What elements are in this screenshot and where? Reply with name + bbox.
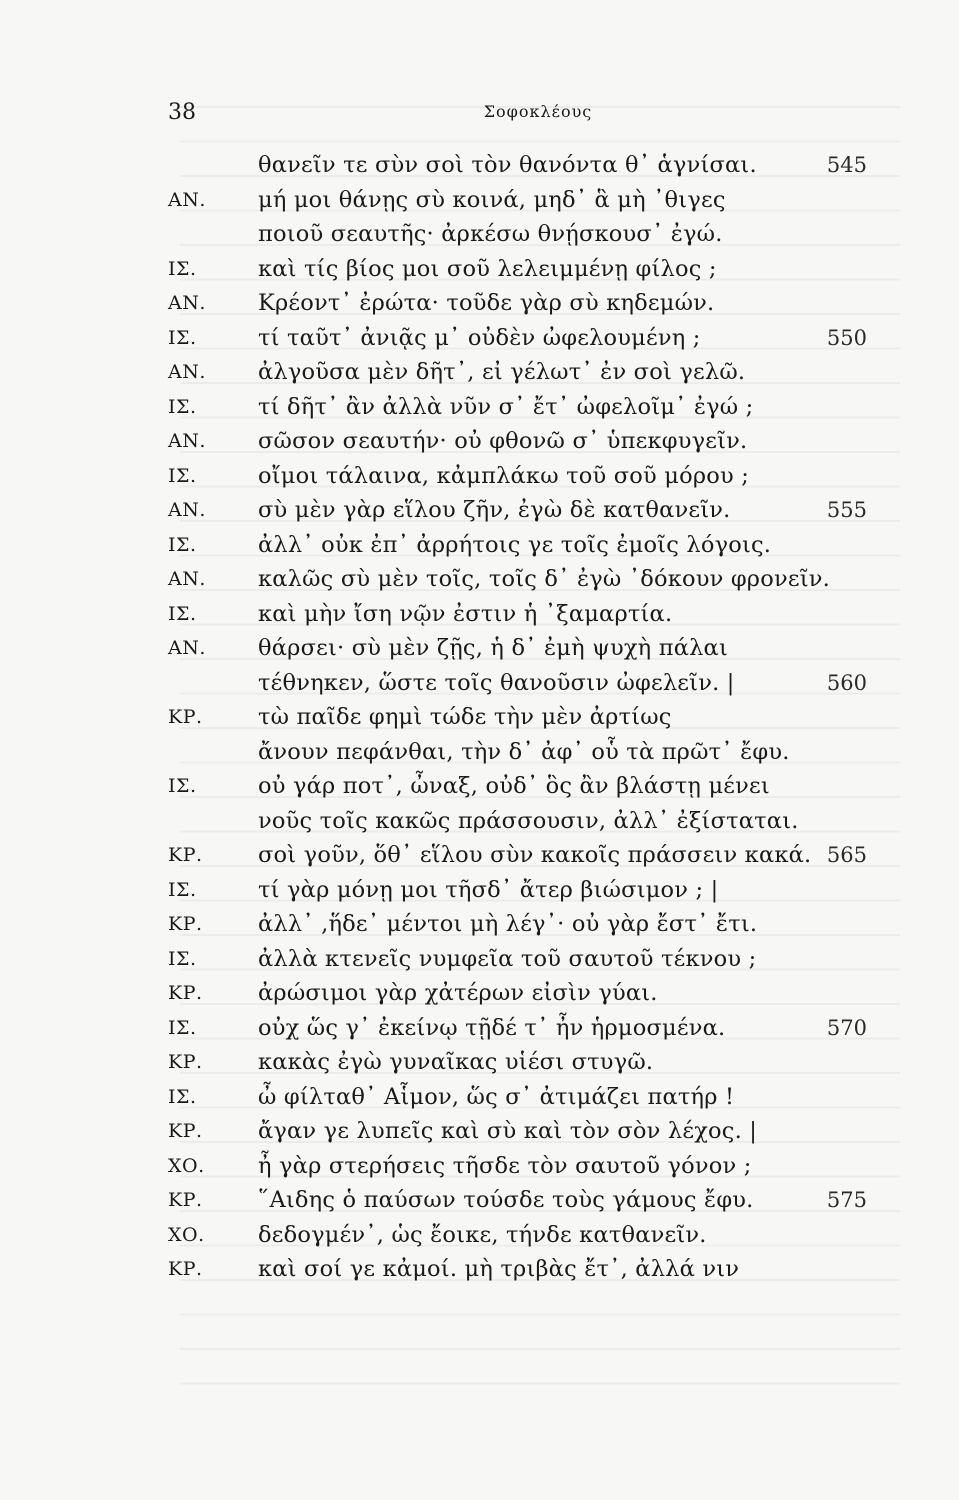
speaker-label: ΚΡ. [168, 982, 203, 1004]
verse-line [0, 424, 959, 459]
verse-line [0, 804, 959, 839]
verse-line [0, 700, 959, 735]
verse-line [0, 390, 959, 425]
verse-text: ἦ γὰρ στερήσεις τῆσδε τὸν σαυτοῦ γόνον ; [258, 1152, 752, 1179]
verse-line [0, 321, 959, 356]
speaker-label: ΑΝ. [168, 430, 206, 452]
speaker-label: ΚΡ. [168, 1120, 203, 1142]
verse-line [0, 976, 959, 1011]
verse-text: ἀλλ᾽ ,ἥδε᾽ μέντοι μὴ λέγ᾽· οὐ γὰρ ἔστ᾽ ἔτι. [258, 911, 758, 937]
verse-line [0, 631, 959, 666]
verse-text: καὶ τίς βίος μοι σοῦ λελειμμένῃ φίλος ; [258, 255, 717, 282]
verse-text: οἴμοι τάλαινα, κἀμπλάκω τοῦ σοῦ μόρου ; [258, 462, 750, 489]
verse-line [0, 1080, 959, 1115]
line-number: 545 [826, 153, 867, 177]
verse-line [0, 252, 959, 287]
verse-text: ῞Αιδης ὁ παύσων τούσδε τοὺς γάμους ἔφυ. [258, 1187, 754, 1213]
speaker-label: ΙΣ. [168, 464, 197, 487]
verse-line [0, 183, 959, 218]
speaker-label: ΙΣ. [168, 257, 197, 280]
speaker-label: ΑΝ. [168, 292, 206, 314]
speaker-label: ΙΣ. [168, 395, 197, 418]
verse-text: ὦ φίλταθ᾽ Αἷμον, ὥς σ᾽ ἀτιμάζει πατήρ ! [258, 1083, 735, 1110]
verse-text: δεδογμέν᾽, ὡς ἔοικε, τήνδε κατθανεῖν. [258, 1221, 707, 1248]
verse-text: ἀλγοῦσα μὲν δῆτ᾽, εἰ γέλωτ᾽ ἐν σοὶ γελῶ. [258, 359, 746, 385]
speaker-label: ΙΣ. [168, 878, 197, 901]
verse-text: ποιοῦ σεαυτῆς· ἀρκέσω θνῄσκουσ᾽ ἐγώ. [258, 221, 723, 247]
verse-line [0, 217, 959, 252]
running-title: Σοφοκλέους [483, 102, 593, 121]
line-number: 555 [826, 498, 867, 522]
verse-line [0, 562, 959, 597]
verse-text: ἄγαν γε λυπεῖς καὶ σὺ καὶ τὸν σὸν λέχος. | [258, 1118, 758, 1144]
speaker-label: ΙΣ. [168, 1085, 197, 1108]
verse-text: θανεῖν τε σὺν σοὶ τὸν θανόντα θ᾽ ἁγνίσαι. [258, 152, 757, 178]
verse-line [0, 1045, 959, 1080]
speaker-label: ΚΡ. [168, 1051, 203, 1073]
speaker-label: ΙΣ. [168, 602, 197, 625]
verse-line [0, 735, 959, 770]
verse-text: θάρσει· σὺ μὲν ζῇς, ἡ δ᾽ ἐμὴ ψυχὴ πάλαι [258, 635, 728, 661]
verse-text: τὼ παῖδε φημὶ τώδε τὴν μὲν ἀρτίως [258, 704, 672, 730]
verse-text: τί δῆτ᾽ ἂν ἀλλὰ νῦν σ᾽ ἔτ᾽ ὠφελοῖμ᾽ ἐγώ ; [258, 393, 754, 420]
verse-text: καὶ σοί γε κἀμοί. μὴ τριβὰς ἔτ᾽, ἀλλά νιν [258, 1256, 740, 1282]
verse-text: οὐ γάρ ποτ᾽, ὦναξ, οὐδ᾽ ὃς ἂν βλάστῃ μένει [258, 773, 770, 799]
page-number: 38 [168, 100, 196, 125]
line-number: 560 [826, 670, 867, 695]
verse-line [0, 873, 959, 908]
verse-line [0, 528, 959, 563]
verse-text: σὺ μὲν γὰρ εἵλου ζῆν, ἐγὼ δὲ κατθανεῖν. [258, 497, 731, 523]
speaker-label: ΑΝ. [168, 361, 206, 383]
speaker-label: ΙΣ. [168, 326, 197, 349]
speaker-label: ΙΣ. [168, 1016, 197, 1039]
verse-text: σῶσον σεαυτήν· οὐ φθονῶ σ᾽ ὑπεκφυγεῖν. [258, 428, 748, 454]
verse-line [0, 942, 959, 977]
verse-text: ἀρώσιμοι γὰρ χἀτέρων εἰσὶν γύαι. [258, 980, 658, 1006]
verse-text: Κρέοντ᾽ ἐρώτα· τοῦδε γὰρ σὺ κηδεμών. [258, 290, 715, 316]
verse-text: καὶ μὴν ἴση νῷν ἐστιν ἡ ᾽ξαμαρτία. [258, 600, 673, 627]
speaker-label: ΧΟ. [168, 1154, 205, 1177]
verse-line [0, 459, 959, 494]
verse-text: τί ταῦτ᾽ ἀνιᾷς μ᾽ οὐδὲν ὠφελουμένη ; [258, 324, 701, 351]
verse-line [0, 1183, 959, 1218]
verse-line [0, 1149, 959, 1184]
speaker-label: ΚΡ. [168, 913, 203, 935]
verse-text: ἀλλ᾽ οὐκ ἐπ᾽ ἀρρήτοις γε τοῖς ἐμοῖς λόγοις. [258, 531, 772, 558]
speaker-label: ΑΝ. [168, 637, 206, 659]
verse-text: νοῦς τοῖς κακῶς πράσσουσιν, ἀλλ᾽ ἐξίσταται. [258, 807, 799, 834]
speaker-label: ΧΟ. [168, 1223, 205, 1246]
verse-text: καλῶς σὺ μὲν τοῖς, τοῖς δ᾽ ἐγὼ ᾽δόκουν φρονεῖν. [258, 566, 830, 592]
speaker-label: ΚΡ. [168, 706, 203, 728]
verse-line [0, 493, 959, 528]
verse-text: τέθνηκεν, ὥστε τοῖς θανοῦσιν ὠφελεῖν. | [258, 669, 735, 696]
verse-text: οὐχ ὥς γ᾽ ἐκείνῳ τῇδέ τ᾽ ἦν ἡρμοσμένα. [258, 1014, 726, 1041]
page-header [168, 100, 868, 140]
verse-line [0, 666, 959, 701]
speaker-label: ΙΣ. [168, 947, 197, 970]
verse-line [0, 907, 959, 942]
verse-line [0, 286, 959, 321]
verse-line [0, 148, 959, 183]
speaker-label: ΚΡ. [168, 1189, 203, 1211]
speaker-label: ΑΝ. [168, 188, 206, 211]
verse-text: ἀλλὰ κτενεῖς νυμφεῖα τοῦ σαυτοῦ τέκνου ; [258, 945, 757, 972]
speaker-label: ΑΝ. [168, 568, 206, 590]
verse-text: σοὶ γοῦν, ὅθ᾽ εἵλου σὺν κακοῖς πράσσειν κακά. [258, 842, 812, 868]
verse-line [0, 1011, 959, 1046]
speaker-label: ΙΣ. [168, 533, 197, 556]
verse-line [0, 355, 959, 390]
verse-text: κακὰς ἐγὼ γυναῖκας υἱέσι στυγῶ. [258, 1049, 654, 1075]
line-number: 565 [826, 843, 867, 867]
verse-lines [0, 148, 959, 1287]
verse-line [0, 838, 959, 873]
verse-line [0, 1218, 959, 1253]
line-number: 550 [826, 325, 867, 350]
speaker-label: ΑΝ. [168, 499, 206, 521]
verse-text: ἄνουν πεφάνθαι, τὴν δ᾽ ἀφ᾽ οὗ τὰ πρῶτ᾽ ἔφυ. [258, 738, 790, 765]
verse-text: τί γὰρ μόνῃ μοι τῆσδ᾽ ἄτερ βιώσιμον ; | [258, 876, 719, 903]
verse-line [0, 769, 959, 804]
speaker-label: ΚΡ. [168, 1258, 203, 1280]
speaker-label: ΙΣ. [168, 775, 197, 797]
line-number: 575 [826, 1188, 867, 1212]
speaker-label: ΚΡ. [168, 844, 203, 866]
verse-line [0, 1114, 959, 1149]
verse-text: μή μοι θάνῃς σὺ κοινά, μηδ᾽ ἃ μὴ ᾽θιγες [258, 186, 726, 213]
verse-line [0, 597, 959, 632]
verse-line [0, 1252, 959, 1287]
line-number: 570 [826, 1015, 867, 1040]
